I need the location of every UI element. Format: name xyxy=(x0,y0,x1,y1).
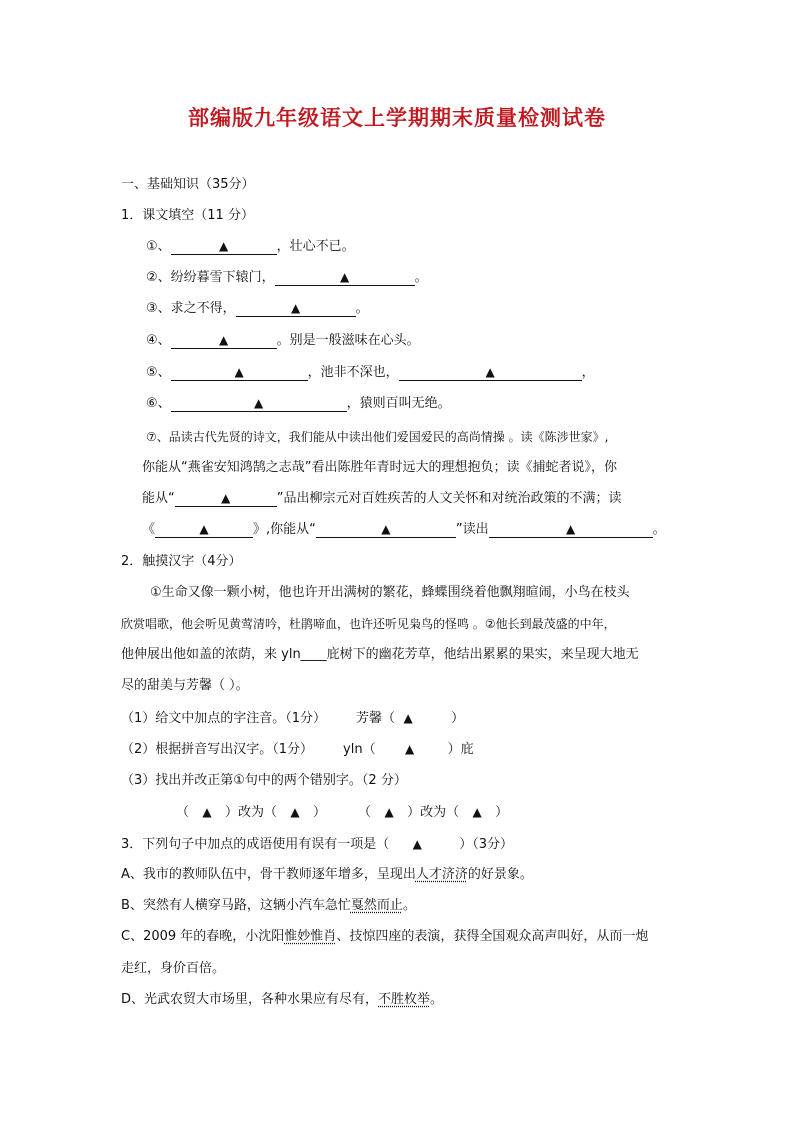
q2-sub-2-close: ）庇 xyxy=(447,742,474,757)
q1-item-6-pre: ⑥、 xyxy=(146,396,171,411)
q2-heading: 2．触摸汉字（4分） xyxy=(121,554,242,569)
q1-item-2-pre: ②、纷纷暮雪下辕门， xyxy=(146,270,275,285)
answer-blank[interactable] xyxy=(171,365,308,381)
answer-blank[interactable] xyxy=(171,396,347,412)
answer-blank[interactable] xyxy=(275,270,415,286)
q2-sub-3-change: ）改为（ xyxy=(225,805,278,820)
q1-item-7-line-4-pre: 《 xyxy=(142,522,156,537)
blank-marker: ▲ xyxy=(340,270,350,284)
q1-item-6 xyxy=(146,395,451,413)
answer-blank[interactable] xyxy=(399,365,582,381)
q3-option-d xyxy=(121,991,443,1009)
q1-item-7-line-4-mid2: ”读出 xyxy=(455,522,489,537)
blank-marker: ▲ xyxy=(381,522,391,536)
q3-option-b-post: 。 xyxy=(402,898,416,913)
page-title: 部编版九年级语文上学期期末质量检测试卷 xyxy=(188,106,606,130)
q1-item-4-pre: ④、 xyxy=(146,333,171,348)
blank-marker: ▲ xyxy=(290,805,300,819)
q1-item-1-post: ，壮心不已。 xyxy=(276,239,355,254)
answer-blank[interactable] xyxy=(175,491,277,507)
q1-item-5 xyxy=(146,364,595,382)
q2-sub-1-close: ） xyxy=(451,711,465,726)
q2-sub-2-label: （2）根据拼音写出汉字。（1分） xyxy=(121,742,314,757)
q1-item-2-post: 。 xyxy=(414,270,428,285)
answer-blank[interactable] xyxy=(155,522,253,538)
blank-marker: ▲ xyxy=(291,301,301,315)
answer-slot[interactable] xyxy=(277,803,313,822)
q2-passage-line-1: ①生命又像一颗小树，他也许开出满树的繁花，蜂蝶围绕着他飘翔暄闹，小鸟在枝头 xyxy=(150,585,630,600)
q1-item-1-pre: ①、 xyxy=(146,239,171,254)
section-heading: 一、基础知识（35分） xyxy=(121,177,255,192)
q1-item-7-line-4 xyxy=(142,521,666,539)
answer-slot[interactable] xyxy=(459,803,495,822)
answer-blank[interactable] xyxy=(171,333,277,349)
blank-marker: ▲ xyxy=(485,365,495,379)
answer-blank[interactable] xyxy=(489,522,653,538)
answer-blank[interactable] xyxy=(236,301,356,317)
q3-heading-post: ）（3分） xyxy=(459,837,514,852)
q1-item-5-post: ， xyxy=(581,365,595,380)
q2-sub-1-label: （1）给文中加点的字注音。（1分） xyxy=(121,711,327,726)
answer-slot[interactable] xyxy=(371,803,407,822)
answer-slot[interactable] xyxy=(400,740,420,759)
q1-item-7-line-3-pre: 能从“ xyxy=(142,491,175,506)
blank-marker: ▲ xyxy=(234,365,244,379)
blank-marker: ▲ xyxy=(566,522,576,536)
q3-heading-pre: 3．下列句子中加点的成语使用有误有一项是（ xyxy=(121,837,390,852)
answer-slot[interactable] xyxy=(395,709,421,728)
blank-marker: ▲ xyxy=(202,805,212,819)
q3-option-b-pre: B、突然有人横穿马路，这辆小汽车急忙 xyxy=(121,898,351,913)
q3-option-c-post: 、技惊四座的表演，获得全国观众高声叫好，从而一炮 xyxy=(336,929,649,944)
q1-item-7-line-4-post: 。 xyxy=(652,522,666,537)
q3-option-a-pre: A、我市的教师队伍中，骨干教师逐年增多，呈现出 xyxy=(121,867,416,882)
q3-option-c-idiom: 惟妙惟肖 xyxy=(284,929,337,944)
q2-passage-line-3: 他伸展出他如盖的浓荫，来 yln____庇树下的幽花芳草，他结出累累的果实，来呈现大地无 xyxy=(121,647,639,662)
q1-item-1 xyxy=(146,238,355,256)
blank-marker: ▲ xyxy=(221,491,231,505)
q1-item-4-post: 。别是一般滋味在心头。 xyxy=(276,333,420,348)
blank-marker: ▲ xyxy=(412,837,422,851)
q2-sub-3-change-2: ）改为（ xyxy=(407,805,460,820)
q2-sub-2 xyxy=(121,740,474,759)
q3-option-b xyxy=(121,897,416,915)
answer-slot[interactable] xyxy=(189,803,225,822)
blank-marker: ▲ xyxy=(472,805,482,819)
q2-sub-3-open-2: （ xyxy=(358,805,372,820)
q2-sub-3: （3）找出并改正第①句中的两个错别字。（2 分） xyxy=(121,773,407,788)
q1-item-5-mid: ，池非不深也， xyxy=(307,365,399,380)
q3-option-a-idiom: 人才济济 xyxy=(415,867,468,882)
q2-sub-1-word: 芳馨（ xyxy=(356,711,396,726)
q1-item-2 xyxy=(146,269,428,287)
q2-sub-2-word: yln（ xyxy=(343,742,376,757)
q1-item-7-line-3 xyxy=(142,490,622,508)
q3-heading xyxy=(121,835,513,854)
q3-option-d-post: 。 xyxy=(430,992,444,1007)
q3-option-d-pre: D、光武农贸大市场里，各种水果应有尽有， xyxy=(121,992,379,1007)
q1-item-7-line-2: 你能从“燕雀安知鸿鹄之志哉”看出陈胜年青时远大的理想抱负；读《捕蛇者说》，你 xyxy=(142,460,617,475)
q2-sub-3-close: ） xyxy=(313,805,327,820)
q1-item-3 xyxy=(146,300,369,318)
q1-item-7-line-3-post: ”品出柳宗元对百姓疾苦的人文关怀和对统治政策的不满；读 xyxy=(276,491,622,506)
q1-heading: 1．课文填空（11 分） xyxy=(121,208,254,223)
q3-option-c xyxy=(121,928,648,946)
q1-item-3-post: 。 xyxy=(355,301,369,316)
q2-passage-line-2: 欣赏唱歌，他会听见黄莺清吟，杜鹃啼血，也许还听见枭鸟的怪鸣 。②他长到最茂盛的中年， xyxy=(121,617,616,631)
q1-item-7-line-1: ⑦、品读古代先贤的诗文，我们能从中读出他们爱国爱民的高尚情操 。读《陈涉世家》, xyxy=(146,430,609,444)
answer-blank[interactable] xyxy=(171,239,277,255)
q3-option-a-post: 的好景象。 xyxy=(467,867,533,882)
q3-option-d-idiom: 不胜枚举 xyxy=(378,992,431,1007)
answer-blank[interactable] xyxy=(316,522,456,538)
answer-slot[interactable] xyxy=(409,835,425,854)
blank-marker: ▲ xyxy=(384,805,394,819)
q1-item-5-pre: ⑤、 xyxy=(146,365,171,380)
q3-option-c-line-2: 走红，身价百倍。 xyxy=(121,961,226,976)
q3-option-c-pre: C、2009 年的春晚，小沈阳 xyxy=(121,929,285,944)
blank-marker: ▲ xyxy=(219,239,229,253)
q1-item-3-pre: ③、求之不得， xyxy=(146,301,236,316)
blank-marker: ▲ xyxy=(254,396,264,410)
q1-item-6-post: ，猿则百叫无绝。 xyxy=(346,396,451,411)
q2-sub-3-answers xyxy=(176,803,508,822)
blank-marker: ▲ xyxy=(219,333,229,347)
q3-option-b-idiom: 戛然而止 xyxy=(350,898,403,913)
blank-marker: ▲ xyxy=(199,522,209,536)
q2-sub-3-open: （ xyxy=(176,805,190,820)
q1-item-4 xyxy=(146,332,420,350)
blank-marker: ▲ xyxy=(404,742,415,756)
q2-sub-3-close-2: ） xyxy=(495,805,509,820)
blank-marker: ▲ xyxy=(403,711,413,725)
q1-item-7-line-4-mid1: 》,你能从“ xyxy=(253,522,316,537)
q2-sub-1 xyxy=(121,709,464,728)
q2-passage-line-4: 尽的甜美与芳馨（ ）。 xyxy=(121,678,249,693)
q3-option-a xyxy=(121,866,533,884)
